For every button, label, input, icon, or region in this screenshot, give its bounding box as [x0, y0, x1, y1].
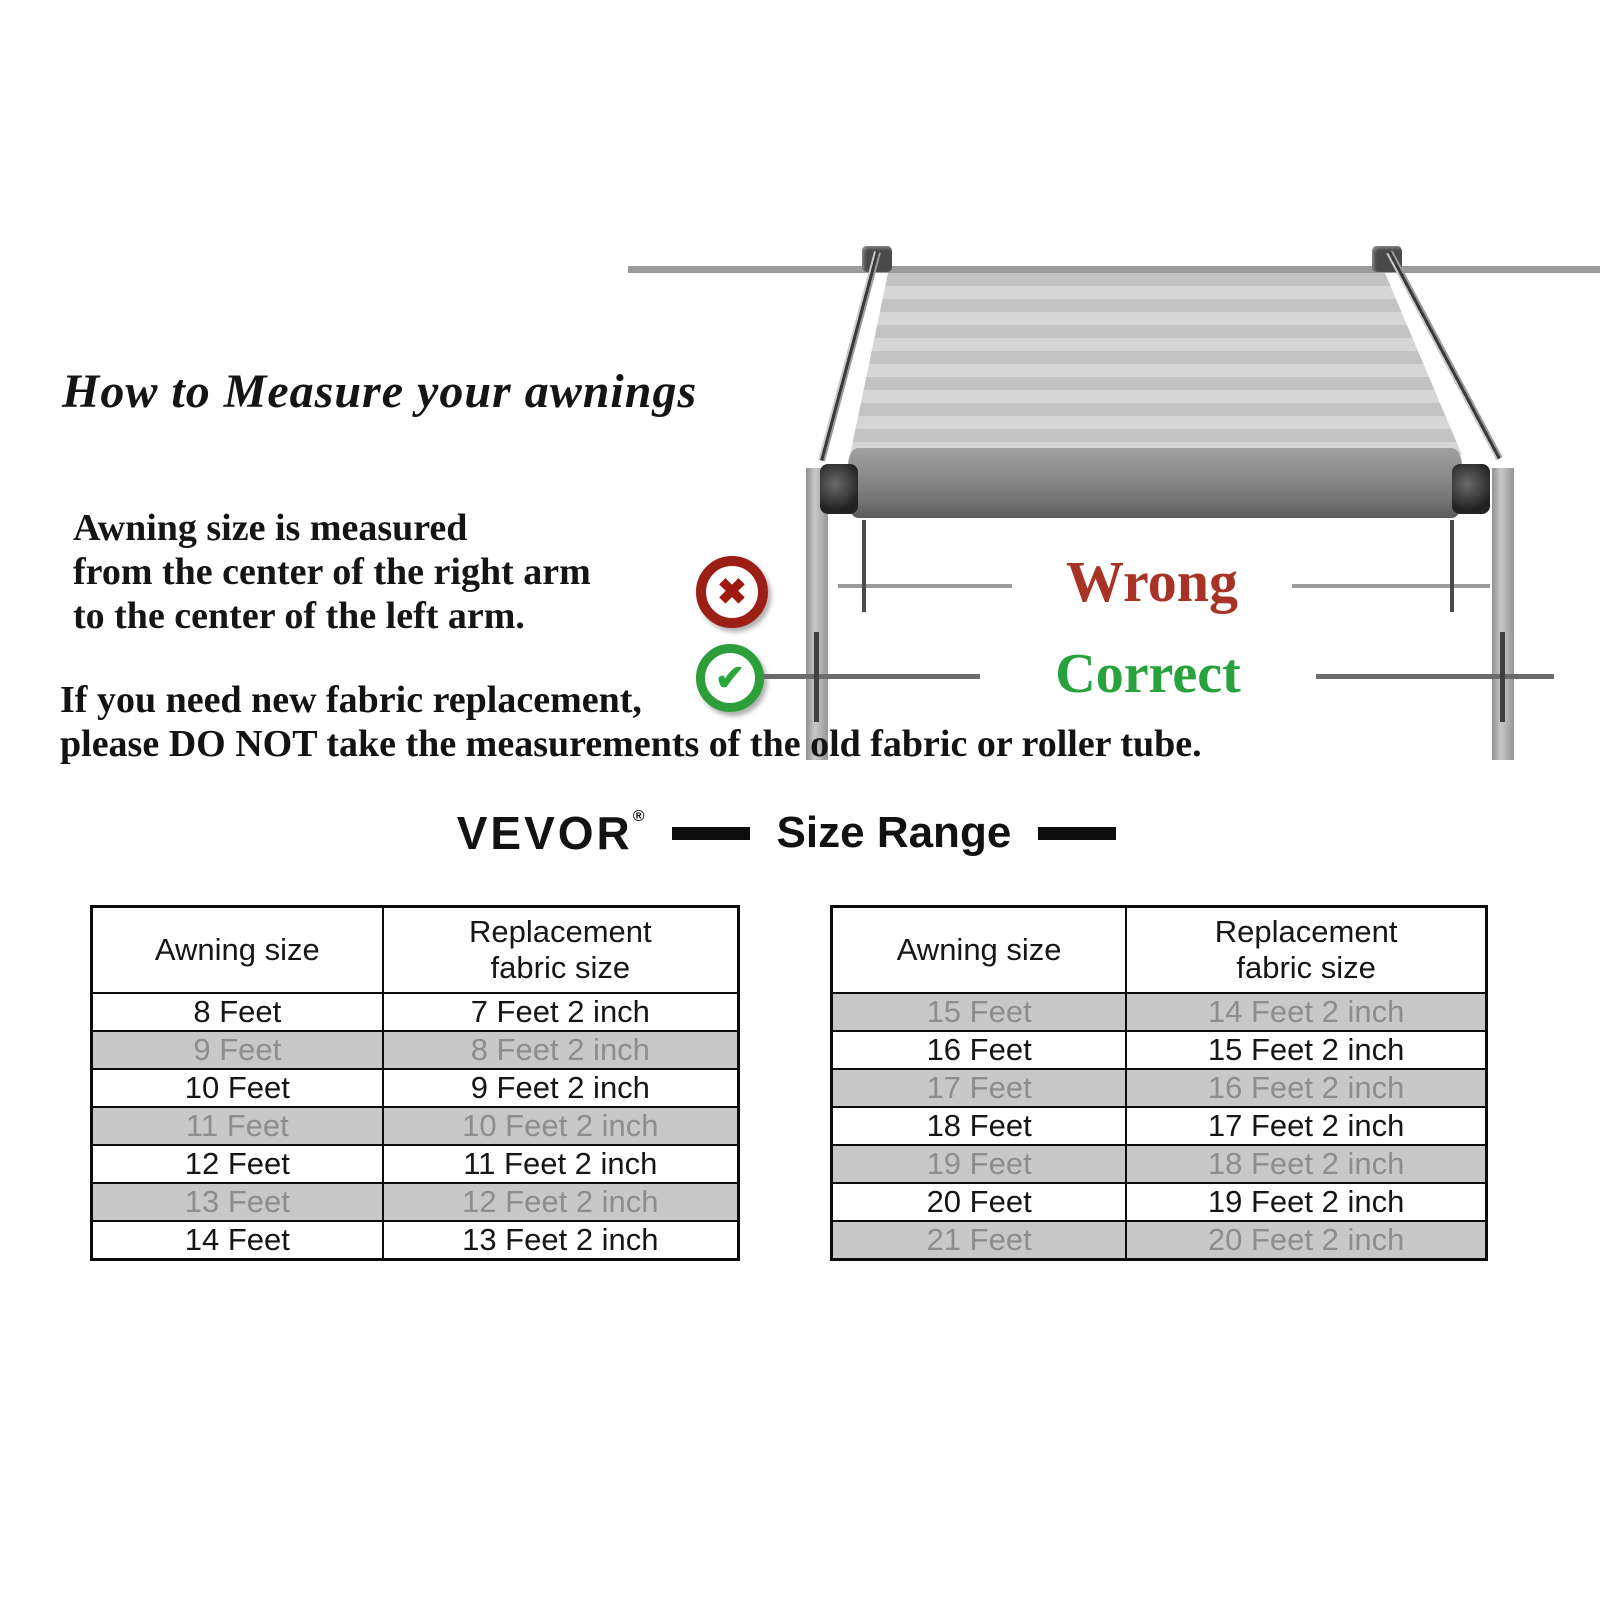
- table-row: [832, 1107, 1487, 1145]
- measurement-note-line: from the center of the right arm: [73, 551, 591, 593]
- table-cell: 17 Feet: [832, 1069, 1127, 1107]
- table-row: [832, 1221, 1487, 1260]
- table-row: [92, 1031, 739, 1069]
- table-cell: 8 Feet: [92, 993, 383, 1031]
- brand-logo: VEVOR®: [456, 807, 645, 859]
- wrong-label: Wrong: [1012, 544, 1292, 620]
- measurement-note-line: Awning size is measured: [73, 507, 468, 549]
- table-cell: 21 Feet: [832, 1221, 1127, 1260]
- table-cell: 19 Feet 2 inch: [1126, 1183, 1486, 1221]
- table-cell: 15 Feet 2 inch: [1126, 1031, 1486, 1069]
- table-cell: 11 Feet: [92, 1107, 383, 1145]
- table-cell: 16 Feet: [832, 1031, 1127, 1069]
- table-cell: 9 Feet: [92, 1031, 383, 1069]
- measurement-note-line: to the center of the left arm.: [73, 595, 525, 637]
- table-cell: 20 Feet 2 inch: [1126, 1221, 1486, 1260]
- table-cell: 18 Feet 2 inch: [1126, 1145, 1486, 1183]
- table-cell: 11 Feet 2 inch: [383, 1145, 739, 1183]
- roller-tube: [848, 448, 1462, 518]
- table-cell: 9 Feet 2 inch: [383, 1069, 739, 1107]
- table-row: [92, 1069, 739, 1107]
- size-range-dash-right: [1038, 827, 1116, 840]
- table-cell: 14 Feet 2 inch: [1126, 993, 1486, 1031]
- size-table-left: [90, 905, 740, 1261]
- wall-mount-bar: [628, 266, 1600, 273]
- table-cell: 19 Feet: [832, 1145, 1127, 1183]
- left-roller-cap: [820, 464, 858, 514]
- col-header-fabric-size: Replacement fabric size: [1126, 907, 1486, 993]
- table-row: [832, 1145, 1487, 1183]
- size-range-dash-left: [672, 827, 750, 840]
- replacement-note-line: please DO NOT take the measurements of the old fabric or roller tube.: [60, 723, 1202, 765]
- table-cell: 17 Feet 2 inch: [1126, 1107, 1486, 1145]
- cross-circle-icon: ✖: [696, 556, 768, 628]
- table-cell: 14 Feet: [92, 1221, 383, 1260]
- table-cell: 12 Feet 2 inch: [383, 1183, 739, 1221]
- size-range-title: Size Range: [776, 808, 1012, 857]
- table-cell: 7 Feet 2 inch: [383, 993, 739, 1031]
- table-row: [92, 993, 739, 1031]
- size-table-right: [830, 905, 1488, 1261]
- right-roller-cap: [1452, 464, 1490, 514]
- size-range-header: [0, 806, 1600, 860]
- table-cell: 18 Feet: [832, 1107, 1127, 1145]
- table-row: [832, 1183, 1487, 1221]
- table-cell: 13 Feet 2 inch: [383, 1221, 739, 1260]
- page-title: How to Measure your awnings: [62, 365, 698, 418]
- registered-mark: ®: [632, 808, 645, 825]
- table-row: [92, 1145, 739, 1183]
- table-cell: 20 Feet: [832, 1183, 1127, 1221]
- table-cell: 12 Feet: [92, 1145, 383, 1183]
- table-cell: 15 Feet: [832, 993, 1127, 1031]
- wrong-tick-right: [1450, 520, 1454, 612]
- table-cell: 10 Feet: [92, 1069, 383, 1107]
- measurement-note: [73, 506, 591, 638]
- correct-label: Correct: [980, 638, 1316, 710]
- table-row: [92, 1107, 739, 1145]
- col-header-fabric-size: Replacement fabric size: [383, 907, 739, 993]
- table-row: [832, 1069, 1487, 1107]
- table-cell: 10 Feet 2 inch: [383, 1107, 739, 1145]
- table-cell: 8 Feet 2 inch: [383, 1031, 739, 1069]
- col-header-awning-size: Awning size: [832, 907, 1127, 993]
- wrong-tick-left: [862, 520, 866, 612]
- awning-fabric: [850, 273, 1462, 455]
- table-row: [92, 1183, 739, 1221]
- replacement-note-line: If you need new fabric replacement,: [60, 679, 642, 721]
- check-circle-icon: ✔: [696, 644, 764, 712]
- replacement-note: [60, 678, 1202, 766]
- table-cell: 16 Feet 2 inch: [1126, 1069, 1486, 1107]
- correct-tick-right: [1500, 632, 1505, 722]
- table-row: [832, 1031, 1487, 1069]
- col-header-awning-size: Awning size: [92, 907, 383, 993]
- table-row: [92, 1221, 739, 1260]
- table-cell: 13 Feet: [92, 1183, 383, 1221]
- table-row: [832, 993, 1487, 1031]
